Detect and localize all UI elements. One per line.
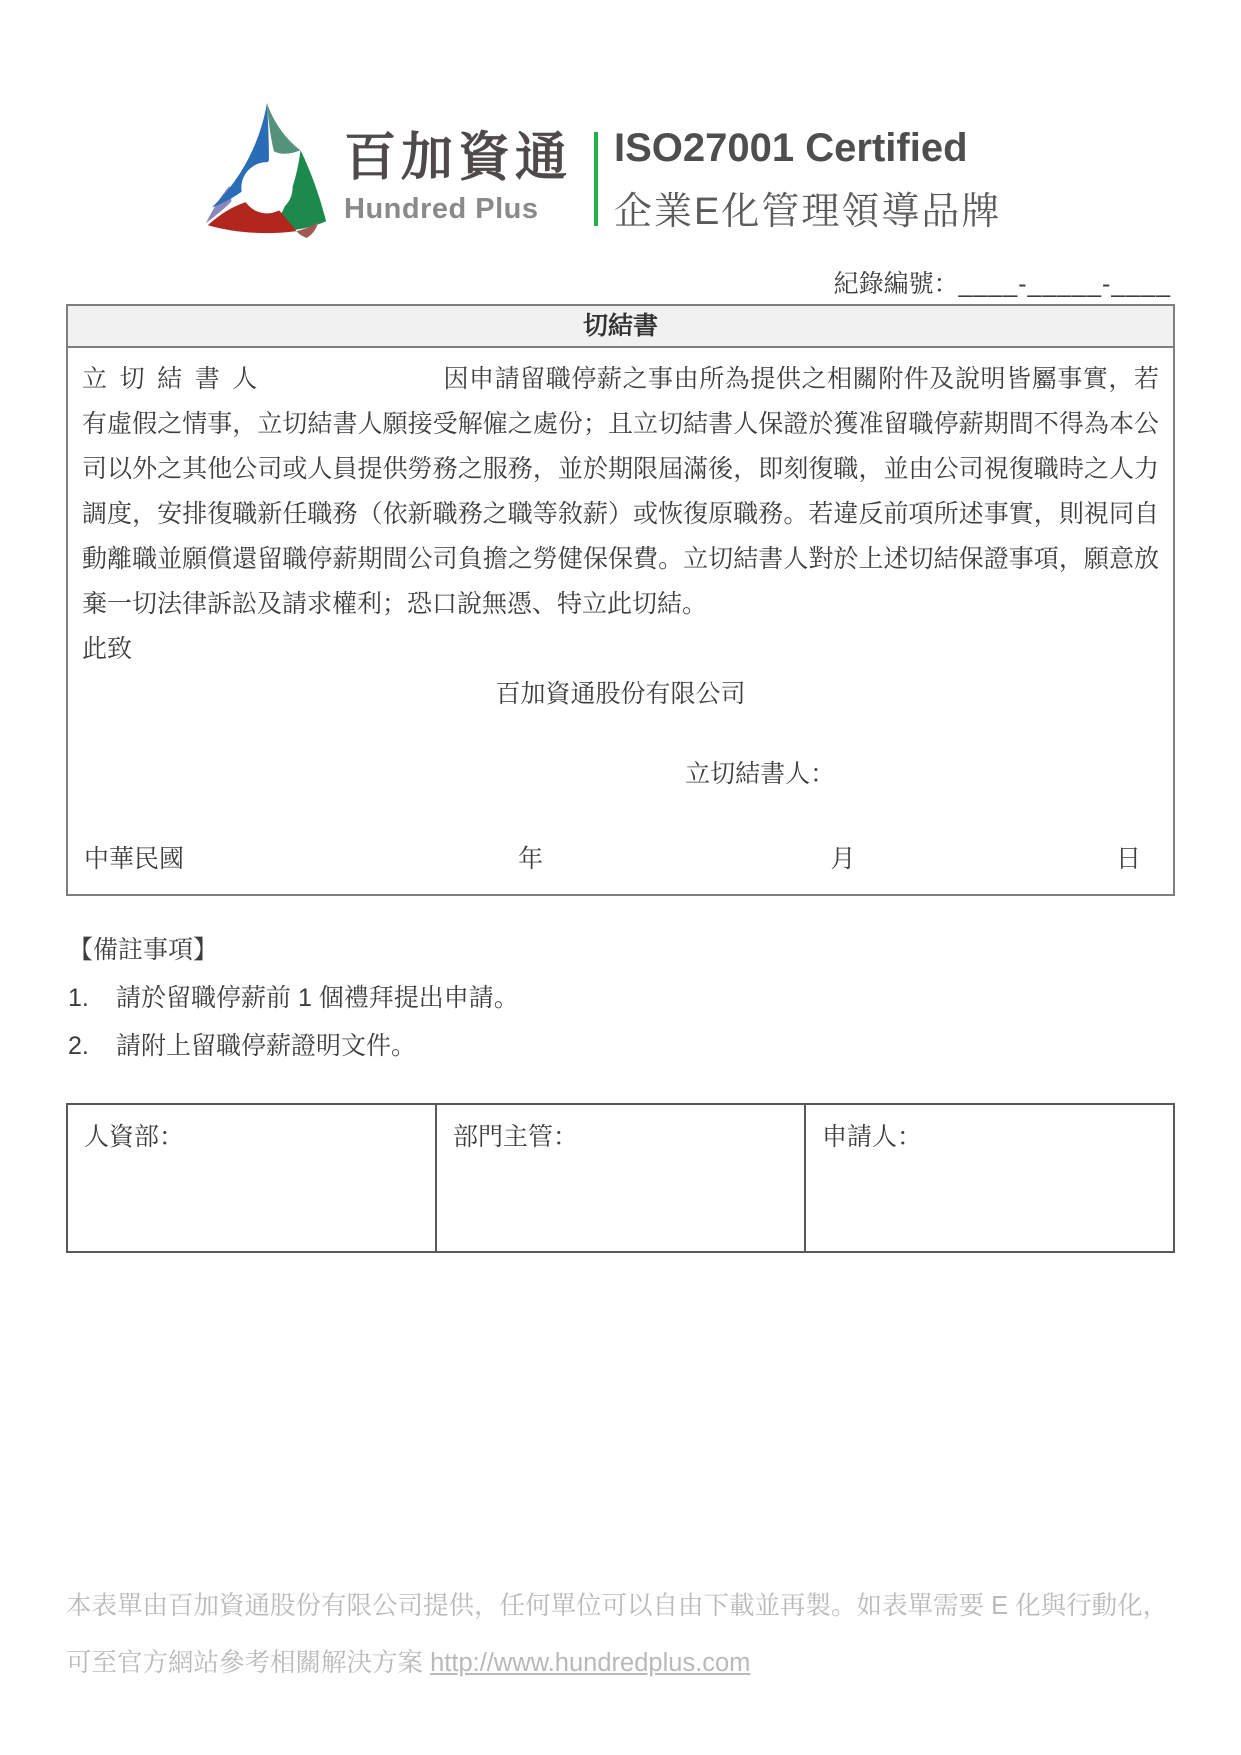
- brand-name-zh: 百加資通: [344, 129, 573, 187]
- signoff-table: [66, 1103, 1175, 1253]
- affidavit-body: [68, 348, 1173, 894]
- affidavit-paragraph: [82, 357, 1159, 627]
- affidavit-title: 切結書: [68, 306, 1173, 348]
- note-text: 請於留職停薪前 1 個禮拜提出申請。: [116, 984, 519, 1012]
- logo-divider-bar: [594, 132, 598, 226]
- notes-section: [68, 928, 1068, 1069]
- notes-heading: 【備註事項】: [68, 936, 219, 964]
- signoff-label-hr: 人資部：: [84, 1123, 185, 1151]
- record-number-line: [834, 264, 1171, 300]
- brand-text-block: [344, 100, 572, 226]
- signer-label: 立切結書人：: [685, 760, 836, 788]
- company-logo: [196, 100, 1001, 240]
- footer-line2-text: 可至官方網站參考相關解決方案: [66, 1649, 431, 1677]
- note-text: 請附上留職停薪證明文件。: [116, 1032, 417, 1060]
- affidavit-table: [66, 304, 1175, 896]
- closing-salutation: 此致: [82, 635, 133, 663]
- record-number-blanks: ____-_____-____: [958, 270, 1171, 298]
- note-item: [68, 1024, 1068, 1069]
- record-number-label: 紀錄編號：: [833, 270, 959, 298]
- date-day-label: 日: [1115, 845, 1141, 873]
- note-item: [68, 976, 1068, 1021]
- declarant-label: 立切結書人: [82, 365, 270, 393]
- note-number: 1.: [68, 984, 89, 1012]
- addressed-company: 百加資通股份有限公司: [495, 680, 746, 708]
- footer-note: [66, 1578, 1181, 1692]
- signoff-label-manager: 部門主管：: [453, 1123, 579, 1151]
- signoff-cell-hr: [68, 1105, 435, 1251]
- certification-text-block: [614, 100, 1001, 235]
- footer-line1: 本表單由百加資通股份有限公司提供，任何單位可以自由下載並再製。如表單需要 E 化與行動化，: [66, 1592, 1169, 1620]
- brand-name-en: Hundred Plus: [344, 193, 539, 226]
- signoff-cell-manager: [435, 1105, 804, 1251]
- date-month-label: 月: [830, 845, 856, 873]
- affidavit-paragraph-text: 因申請留職停薪之事由所為提供之相關附件及說明皆屬事實，若有虛假之情事，立切結書人願接受解僱之處份；且立切結書人保證於獲准留職停薪期間不得為本公司以外之其他公司或人員提供勞務之服務，並於期限屆滿後，即刻復職，並由公司視復職時之人力調度，安排復職新任職務（依新職務之職等敘薪）或恢復原職務。若違反前項所述事實，則視同自動離職並願償還留職停薪期間公司負擔之勞健保保費。立切結書人對於上述切結保證事項，願意放棄一切法律訴訟及請求權利；恐口說無憑、特立此切結。: [82, 365, 1159, 618]
- signoff-cell-applicant: [804, 1105, 1173, 1251]
- iso-certified-text: ISO27001 Certified: [614, 126, 968, 170]
- signoff-label-applicant: 申請人：: [822, 1123, 923, 1151]
- footer-line2: [66, 1635, 1181, 1692]
- date-year-label: 年: [518, 845, 544, 873]
- date-era-label: 中華民國: [84, 845, 185, 873]
- date-line: [82, 837, 1159, 882]
- logo-triangle-icon: [196, 100, 334, 240]
- brand-slogan-text: 企業E化管理領導品牌: [614, 191, 1002, 233]
- footer-website-link[interactable]: http://www.hundredplus.com: [430, 1649, 751, 1677]
- note-number: 2.: [68, 1032, 89, 1060]
